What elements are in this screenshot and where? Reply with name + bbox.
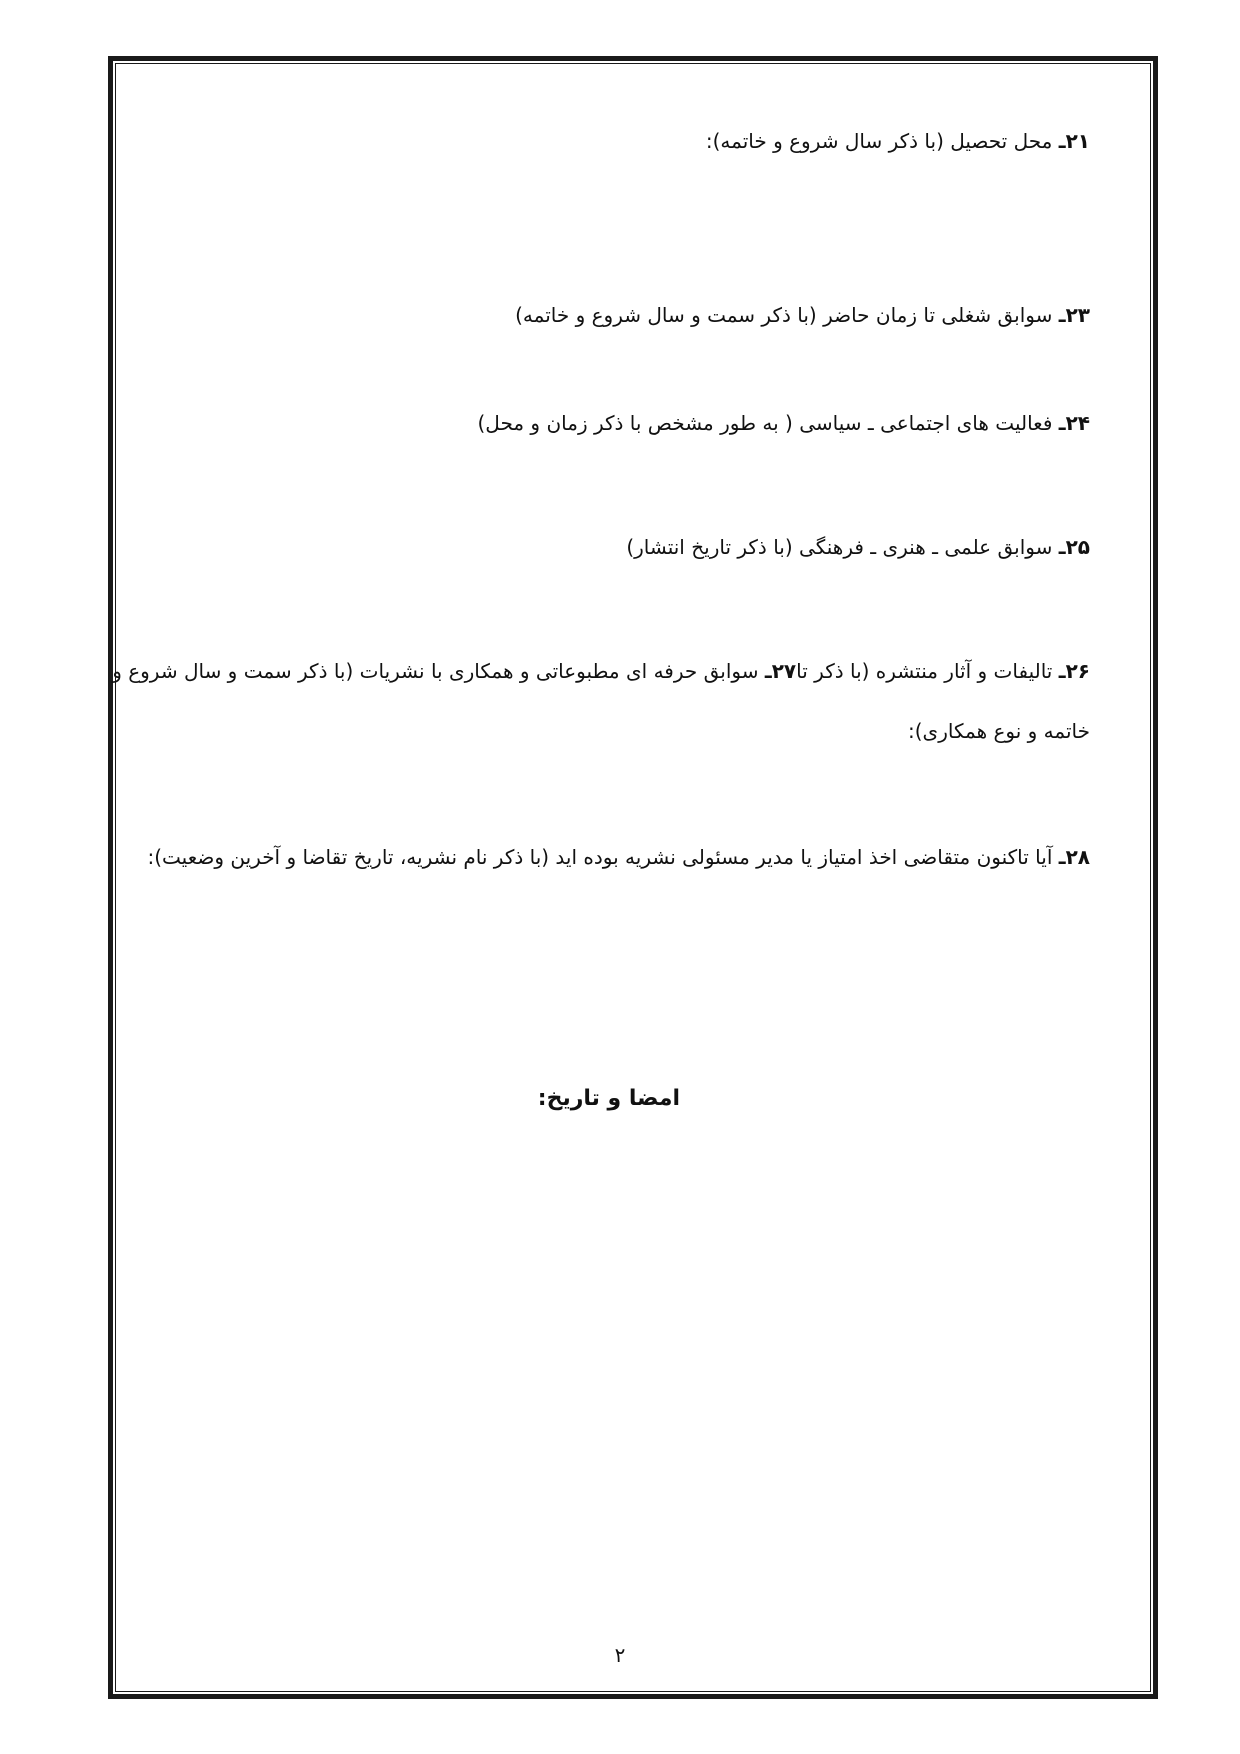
question-28-number: ۲۸ـ [1058, 845, 1090, 869]
question-28 [148, 842, 1091, 872]
question-26-number: ۲۶ـ [1058, 659, 1090, 683]
page-number: ۲ [614, 1643, 626, 1667]
question-24 [478, 408, 1091, 438]
signature-and-date-label: امضا و تاریخ: [537, 1086, 680, 1111]
question-23-number: ۲۳ـ [1058, 303, 1090, 327]
question-25 [626, 532, 1090, 562]
question-26-27-line-2 [908, 716, 1090, 746]
question-27-text: سوابق حرفه ای مطبوعاتی و همکاری با نشریات (با ذکر سمت و سال شروع و [112, 659, 765, 683]
question-21 [706, 126, 1090, 156]
question-24-text: فعالیت های اجتماعی ـ سیاسی ( به طور مشخص با ذکر زمان و محل) [477, 411, 1059, 435]
question-23 [515, 300, 1090, 330]
question-25-number: ۲۵ـ [1058, 535, 1090, 559]
question-21-number: ۲۱ـ [1058, 129, 1090, 153]
question-25-text: سوابق علمی ـ هنری ـ فرهنگی (با ذکر تاریخ انتشار) [626, 535, 1059, 559]
question-26-text: تالیفات و آثار منتشره (با ذکر تا [796, 659, 1059, 683]
question-23-text: سوابق شغلی تا زمان حاضر (با ذکر سمت و سال شروع و خاتمه) [515, 303, 1059, 327]
question-24-number: ۲۴ـ [1058, 411, 1090, 435]
question-28-text: آیا تاکنون متقاضی اخذ امتیاز یا مدیر مسئولی نشریه بوده اید (با ذکر نام نشریه، تاریخ تقاضا و آخرین وضعیت): [147, 845, 1059, 869]
question-21-text: محل تحصیل (با ذکر سال شروع و خاتمه): [705, 129, 1059, 153]
question-27-number: ۲۷ـ [764, 659, 797, 683]
question-26-27-line-1 [112, 656, 1090, 686]
question-27-text-continued: خاتمه و نوع همکاری): [908, 719, 1090, 743]
